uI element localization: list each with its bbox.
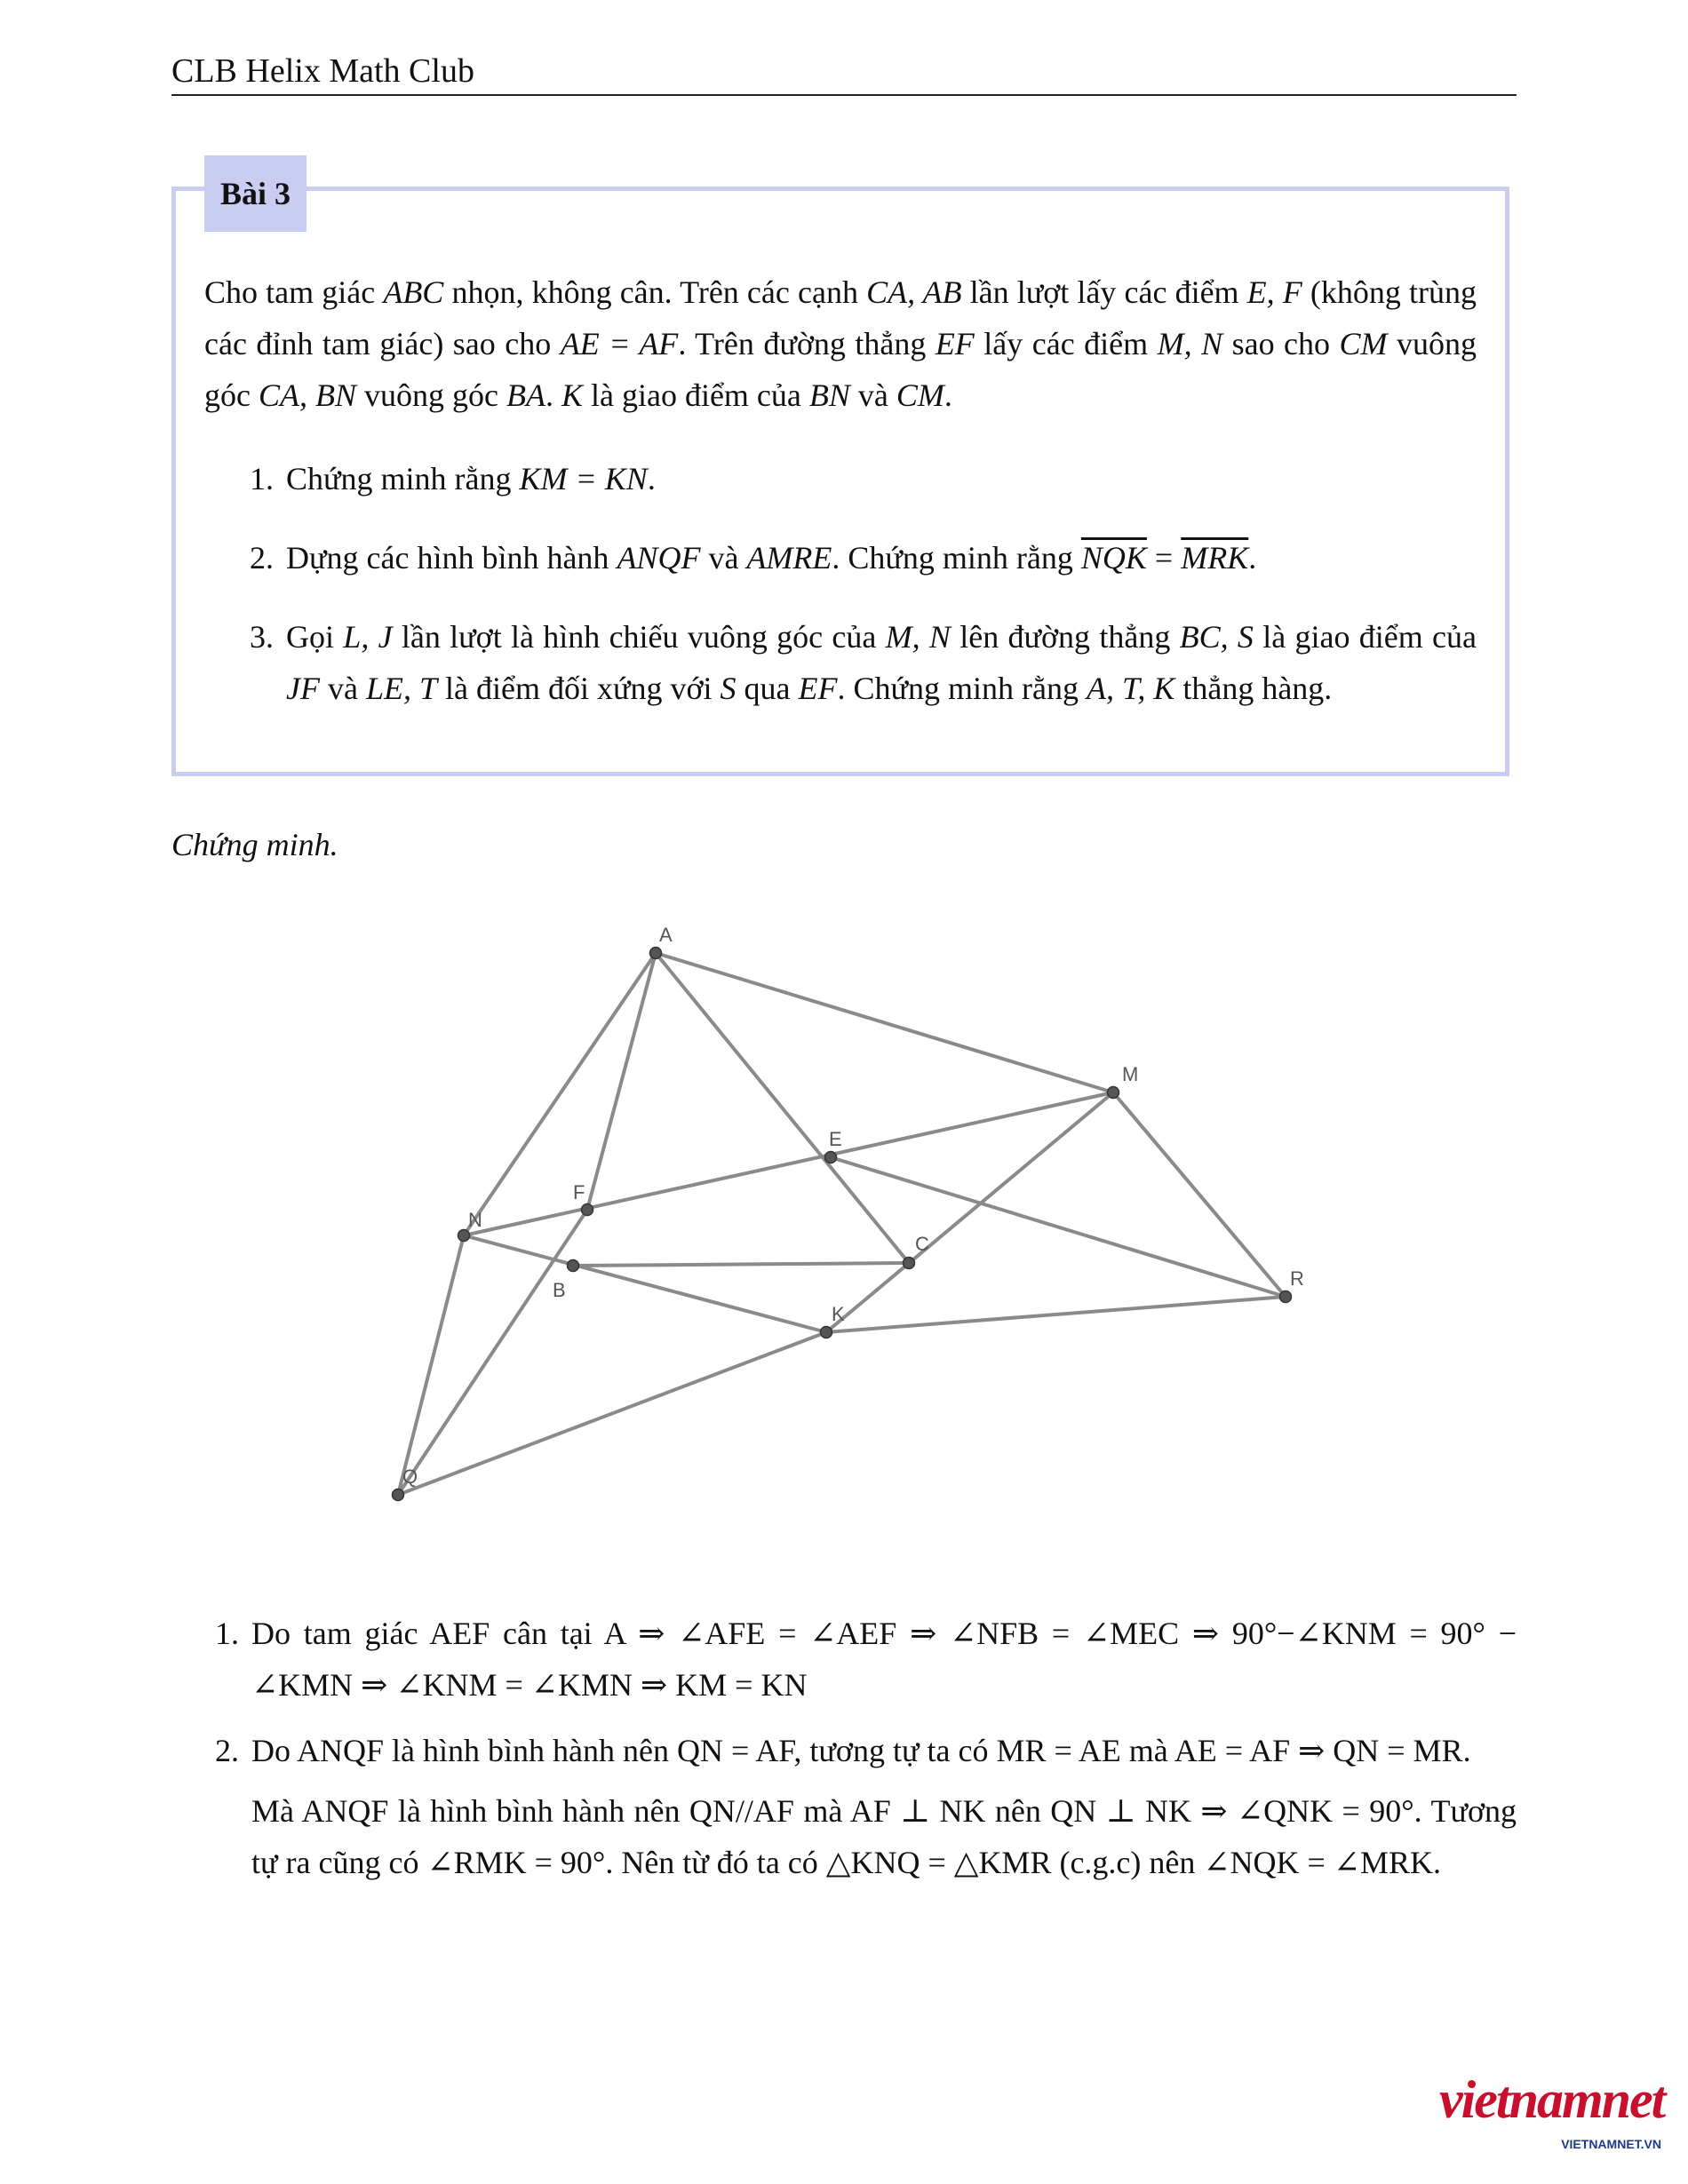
segment-AN	[464, 953, 656, 1235]
segment-NQ	[398, 1235, 464, 1495]
label-R: R	[1290, 1267, 1304, 1290]
problem-item: 1. Chứng minh rằng KM = KN.	[250, 461, 656, 496]
problem-statement: Cho tam giác ABC nhọn, không cân. Trên các cạnh CA, AB lần lượt lấy các điểm E, F (không trùng các đỉnh tam giác) sao cho AE = AF. Trên đường thẳng EF lấy các điểm M, N sao cho CM vuông góc CA, BN vuông góc BA. K là giao điểm của BN và CM.	[204, 274, 1477, 413]
problem-tag: Bài 3	[204, 155, 307, 232]
point-M	[1108, 1087, 1119, 1099]
label-B: B	[553, 1279, 566, 1301]
point-R	[1280, 1291, 1292, 1303]
problem-item: 2. Dựng các hình bình hành ANQF và AMRE. Chứng minh rằng $\overline{NQK} = \overline{MRK}$.	[250, 540, 1257, 576]
segment-BC	[573, 1263, 909, 1266]
page-header: CLB Helix Math Club	[171, 52, 474, 90]
point-K	[821, 1327, 832, 1338]
point-N	[458, 1230, 470, 1242]
segment-AF	[587, 953, 656, 1210]
proof-item-extra: Mà ANQF là hình bình hành nên QN//AF mà AF ⊥ NK nên QN ⊥ NK ⇒ ∠QNK = 90°. Tương tự ra cũng có ∠RMK = 90°. Nên từ đó ta có △KNQ = △KMR (c.g.c) nên ∠NQK = ∠MRK.	[251, 1793, 1517, 1880]
segment-KR	[826, 1297, 1286, 1332]
label-Q: Q	[402, 1465, 418, 1488]
label-A: A	[659, 924, 673, 946]
label-C: C	[915, 1233, 929, 1255]
proof-item: 2. Do ANQF là hình bình hành nên QN = AF, tương tự ta có MR = AE mà AE = AF ⇒ QN = MR.	[215, 1733, 1471, 1768]
problem-item: 3. Gọi L, J lần lượt là hình chiếu vuông góc của M, N lên đường thẳng BC, S là giao điểm của JF và LE, T là điểm đối xứng với S qua EF. Chứng minh rằng A, T, K thẳng hàng.	[250, 619, 1477, 706]
vietnamnet-logo: vietnamnet VIETNAMNET.VN	[1439, 2070, 1665, 2151]
label-F: F	[573, 1181, 585, 1203]
point-B	[568, 1260, 579, 1272]
proof-item: 1. Do tam giác AEF cân tại A ⇒ ∠AFE = ∠AEF ⇒ ∠NFB = ∠MEC ⇒ 90°−∠KNM = 90° − ∠KMN ⇒ ∠KNM = ∠KMN ⇒ KM = KN	[215, 1616, 1517, 1703]
proof-solution	[171, 1608, 1517, 1888]
segment-NK	[464, 1235, 826, 1332]
segment-MR	[1113, 1092, 1286, 1297]
point-E	[825, 1152, 837, 1163]
segment-FQ	[398, 1210, 587, 1495]
label-E: E	[829, 1128, 842, 1150]
label-K: K	[832, 1303, 845, 1325]
segment-QK	[398, 1332, 826, 1495]
label-M: M	[1122, 1063, 1139, 1085]
segment-AC	[656, 953, 909, 1263]
proof-label: Chứng minh.	[171, 827, 338, 862]
point-Q	[393, 1489, 404, 1501]
segment-AM	[656, 953, 1113, 1092]
segment-ER	[831, 1157, 1286, 1297]
label-N: N	[468, 1209, 482, 1231]
point-F	[582, 1204, 593, 1216]
point-C	[904, 1258, 915, 1269]
point-A	[650, 948, 662, 959]
